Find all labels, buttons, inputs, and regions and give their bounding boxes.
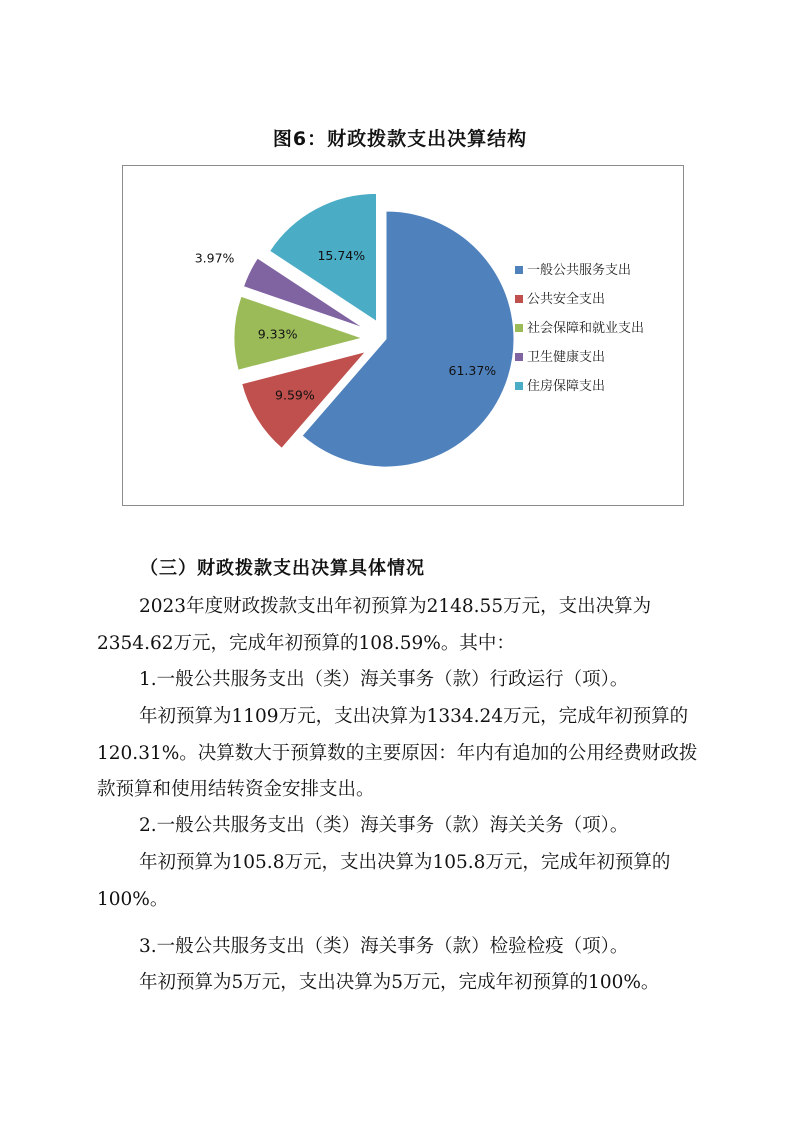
slice-label: 61.37%	[448, 363, 497, 379]
legend-label: 公共安全支出	[527, 292, 606, 307]
item3-title: 3.一般公共服务支出（类）海关事务（款）检验检疫（项）。	[139, 936, 629, 957]
paragraph-intro: 2023年度财政拨款支出年初预算为2148.55万元，支出决算为2354.62万元，完成年初预算的108.59%。其中：	[97, 596, 652, 654]
item2-title: 2.一般公共服务支出（类）海关事务（款）海关关务（项）。	[139, 815, 629, 836]
slice-label: 15.74%	[317, 248, 366, 264]
legend-label: 卫生健康支出	[527, 350, 606, 365]
item2-body: 年初预算为105.8万元，支出决算为105.8万元，完成年初预算的100%。	[97, 852, 671, 910]
legend-swatch	[515, 353, 523, 361]
pie-chart-svg	[123, 166, 683, 505]
pie-chart	[122, 165, 684, 506]
legend-label: 一般公共服务支出	[527, 263, 632, 278]
legend-label: 住房保障支出	[527, 379, 606, 394]
slice-label: 3.97%	[194, 250, 235, 266]
legend-swatch	[515, 324, 523, 332]
item1-title: 1.一般公共服务支出（类）海关事务（款）行政运行（项）。	[139, 669, 629, 690]
section-heading: （三）财政拨款支出决算具体情况	[140, 558, 425, 579]
legend-swatch	[515, 266, 523, 274]
slice-label: 9.59%	[275, 387, 315, 403]
legend-swatch	[515, 382, 523, 390]
figure-title: 图6：财政拨款支出决算结构	[272, 128, 528, 150]
slice-label: 9.33%	[257, 326, 298, 342]
legend-swatch	[515, 295, 523, 303]
item1-body: 年初预算为1109万元，支出决算为1334.24万元，完成年初预算的120.31%。决算数大于预算数的主要原因：年内有追加的公用经费财政拨款预算和使用结转资金安排支出。	[97, 706, 698, 800]
item3-body: 年初预算为5万元，支出决算为5万元，完成年初预算的100%。	[139, 972, 660, 993]
legend-label: 社会保障和就业支出	[527, 321, 645, 336]
